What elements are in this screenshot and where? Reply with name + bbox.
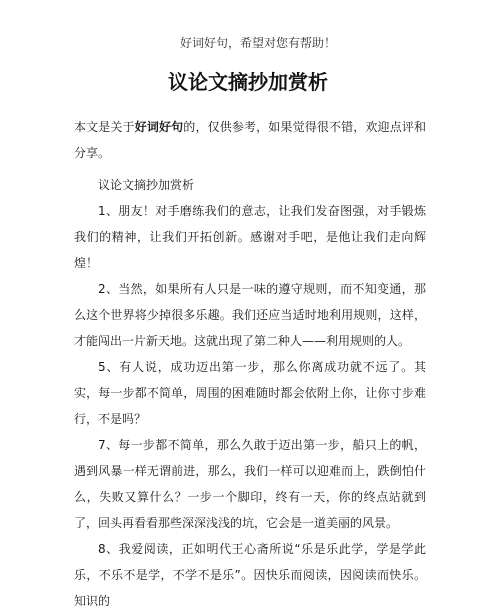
paragraph-2: 2、当然，如果所有人只是一味的遵守规则，而不知变通，那么这个世界将少掉很多乐趣。我们还应当适时地利用规则，这样，才能闯出一片新天地。这就出现了第二种人——利用规则的人。	[74, 282, 426, 348]
intro-paragraph	[74, 114, 426, 166]
intro-highlight: 好词好句	[134, 120, 184, 134]
paragraph-5: 5、有人说，成功迈出第一步，那么你离成功就不远了。其实，每一步都不简单，周围的困难随时都会依附上你，让你寸步难行，不是吗？	[74, 360, 426, 426]
paragraph-8: 8、我爱阅读，正如明代王心斋所说“乐是乐此学，学是学此乐，不乐不是学，不学不是乐”。因快乐而阅读，因阅读而快乐。知识的	[74, 542, 426, 608]
page-title: 议论文摘抄加赏析	[168, 70, 328, 94]
paragraph-7: 7、每一步都不简单，那么久敢于迈出第一步，船只上的帆，遇到风暴一样无谓前进，那么，我们一样可以迎难而上，跌倒怕什么，失败又算什么？一步一个脚印，终有一天，你的终点站就到了，回头再看看那些深深浅浅的坑，它会是一道美丽的风景。	[74, 438, 426, 530]
header-note: 好词好句，希望对您有帮助！	[179, 36, 336, 50]
intro-text-after: 的，仅供参考，如果觉得很不错，欢迎点评和分享。	[74, 120, 426, 160]
paragraph-1: 1、朋友！对手磨练我们的意志，让我们发奋图强，对手锻炼我们的精神，让我们开拓创新。感谢对手吧，是他让我们走向辉煌！	[74, 204, 426, 270]
article-body	[74, 114, 426, 614]
intro-text-before: 本文是关于	[74, 120, 135, 134]
section-subtitle: 议论文摘抄加赏析	[98, 178, 195, 192]
